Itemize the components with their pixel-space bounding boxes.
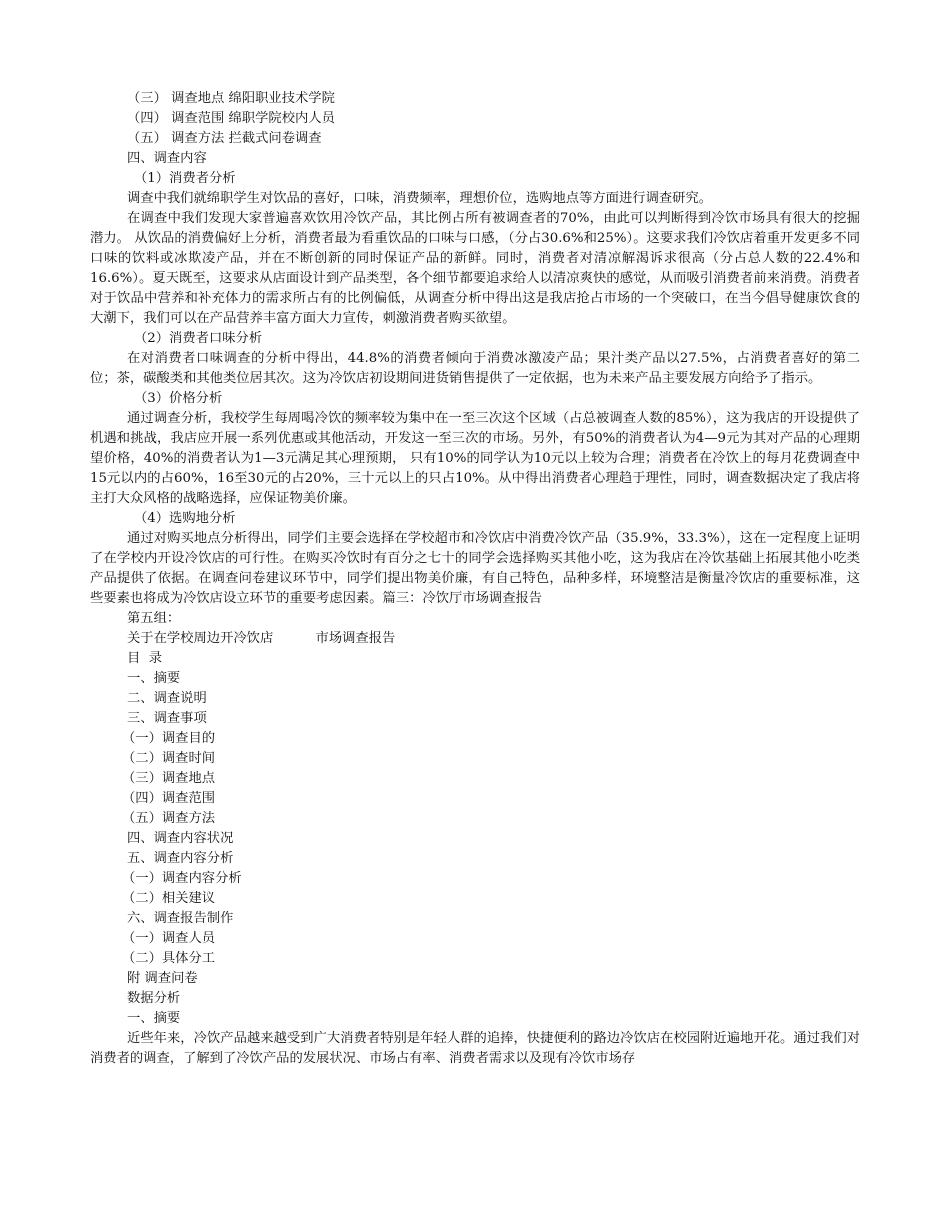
toc-item: 六、调查报告制作 [127,911,234,926]
summary-paragraph: 近些年来，冷饮产品越来越受到广大消费者特别是年轻人群的追捧，快捷便利的路边冷饮店在校园附近遍地开花。通过我们对消费者的调查，了解到了冷饮产品的发展状况、市场占有率、消费者需求以及现有冷饮市场存 [90,1031,860,1066]
location-analysis-heading: （4）选购地分析 [134,511,236,526]
toc-item: （二）具体分工 [122,951,216,966]
consumer-analysis-paragraph: 在调查中我们发现大家普遍喜欢饮用冷饮产品，其比例占所有被调查者的70%，由此可以判断得到冷饮市场具有很大的挖掘潜力。 从饮品的消费偏好上分析，消费者最为看重饮品的口味与口感，（分占30.6%和25%）。这要求我们冷饮店着重开发更多不同口味的饮料或冰欺凌产品，并在不断创新的同时保证产品的新鲜。同时，消费者对清凉解渴诉求很高（分占总人数的22.4%和16.6%）。夏天既至，这要求从店面设计到产品类型，各个细节都要追求给人以清凉爽快的感觉，从而吸引消费者前来消费。消费者对于饮品中营养和补充体力的需求所占有的比例偏低，从调查分析中得出这是我店抢占市场的一个突破口，在当今倡导健康饮食的大潮下，我们可以在产品营养丰富方面大力宣传，刺激消费者购买欲望。 [90,211,860,326]
consumer-analysis-heading: （1）消费者分析 [134,171,236,186]
taste-analysis-heading: （2）消费者口味分析 [134,331,263,346]
report-title: 关于在学校周边开冷饮店 市场调查报告 [127,631,396,646]
toc-item: 一、摘要 [127,671,181,686]
price-analysis-paragraph: 通过调查分析，我校学生每周喝冷饮的频率较为集中在一至三次这个区域（占总被调查人数的85%），这为我店的开设提供了机遇和挑战，我店应开展一系列优惠或其他活动，开发这一至三次的市场。另外，有50%的消费者认为4—9元为其对产品的心理期望价格，40%的消费者认为1—3元满足其心理预期， 只有10%的同学认为10元以上较为合理；消费者在冷饮上的每月花费调查中15元以内的占60%，16至30元的占20%，三十元以上的只占10%。从中得出消费者心理趋于理性，同时，调查数据决定了我店将主打大众风格的战略选择，应保证物美价廉。 [90,411,860,506]
toc-item: （四）调查范围 [122,791,216,806]
survey-scope-line: （四） 调查范围 绵职学院校内人员 [127,111,335,126]
section4-heading: 四、调查内容 [127,151,207,166]
toc-item: 二、调查说明 [127,691,207,706]
survey-location-line: （三） 调查地点 绵阳职业技术学院 [127,91,335,106]
toc-item: （一）调查目的 [122,731,216,746]
toc-item: （二）相关建议 [122,891,216,906]
toc-item: （五）调查方法 [122,811,216,826]
consumer-analysis-intro: 调查中我们就绵职学生对饮品的喜好，口味，消费频率，理想价位，选购地点等方面进行调查研究。 [127,191,713,206]
toc-item: （三）调查地点 [122,771,216,786]
location-analysis-paragraph: 通过对购买地点分析得出，同学们主要会选择在学校超市和冷饮店中消费冷饮产品（35.9%，33.3%），这在一定程度上证明了在学校内开设冷饮店的可行性。在购买冷饮时有百分之七十的同学会选择购买其他小吃，这为我店在冷饮基础上拓展其他小吃类产品提供了依据。在调查问卷建议环节中，同学们提出物美价廉，有自己特色，品种多样，环境整洁是衡量冷饮店的重要标准，这些要素也将成为冷饮店设立环节的重要考虑因素。篇三：冷饮厅市场调查报告 [90,531,860,606]
toc-item: 五、调查内容分析 [127,851,234,866]
survey-method-line: （五） 调查方法 拦截式问卷调查 [127,131,322,146]
taste-analysis-paragraph: 在对消费者口味调查的分析中得出，44.8%的消费者倾向于消费冰激凌产品；果汁类产品以27.5%，占消费者喜好的第二位；茶，碳酸类和其他类位居其次。这为冷饮店初设期间进货销售提供了一定依据，也为未来产品主要发展方向给予了指示。 [90,351,860,386]
toc-item: 数据分析 [127,991,181,1006]
toc-item: 附 调查问卷 [127,971,198,986]
price-analysis-heading: （3）价格分析 [134,391,223,406]
toc-item: 三、调查事项 [127,711,207,726]
table-of-contents [90,669,860,1029]
toc-item: （一）调查人员 [122,931,216,946]
group-label: 第五组： [127,611,181,626]
toc-item: （二）调查时间 [122,751,216,766]
toc-item: 一、摘要 [127,1011,181,1026]
toc-title: 目 录 [127,651,163,666]
toc-item: （一）调查内容分析 [122,871,242,886]
toc-item: 四、调查内容状况 [127,831,234,846]
